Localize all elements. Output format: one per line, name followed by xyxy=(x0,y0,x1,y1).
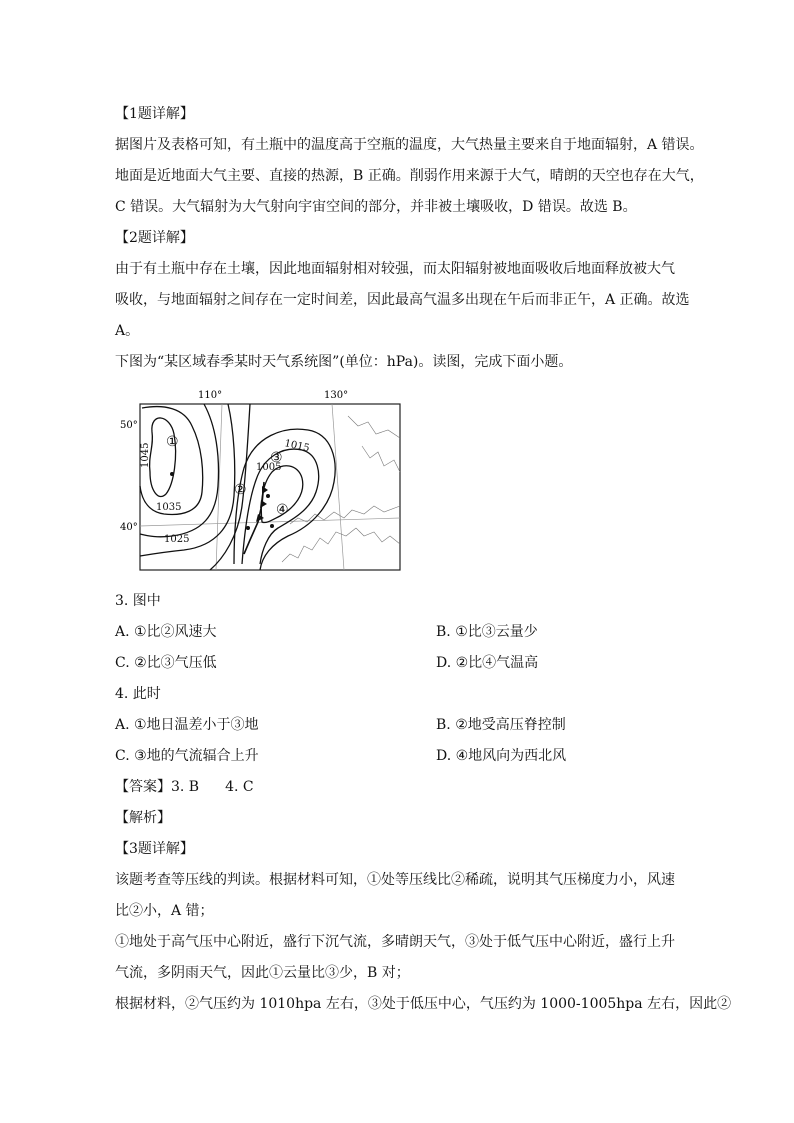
grid-lines xyxy=(140,404,400,570)
weather-system-map xyxy=(112,386,412,576)
detail3-line-5: 根据材料，②气压约为 1010hpa 左右，③处于低压中心，气压约为 1000-1005hpa 左右，因此② xyxy=(115,996,732,1012)
lat-label-40: 40° xyxy=(120,522,138,533)
lon-label-110: 110° xyxy=(198,390,223,401)
q4-option-b: B. ②地受高压脊控制 xyxy=(436,717,566,733)
answer-q4: 4. C xyxy=(225,779,254,795)
isobar-label-1025: 1025 xyxy=(164,534,190,545)
detail3-line-4: 气流，多阴雨天气，因此①云量比③少，B 对； xyxy=(115,965,410,981)
detail3-heading: 【3题详解】 xyxy=(115,841,194,857)
analysis-label: 【解析】 xyxy=(115,810,171,826)
lon-label-130: 130° xyxy=(324,390,349,401)
q4-option-d: D. ④地风向为西北风 xyxy=(436,748,567,764)
detail1-line-3: C 错误。大气辐射为大气射向宇宙空间的部分，并非被土壤吸收，D 错误。故选 B。 xyxy=(115,199,637,215)
isobar-label-1035: 1035 xyxy=(156,502,182,513)
answer-label: 【答案】 xyxy=(115,779,171,795)
detail1-line-2: 地面是近地面大气主要、直接的热源，B 正确。削弱作用来源于大气，晴朗的天空也存在大气， xyxy=(115,168,704,184)
q4-option-c: C. ③地的气流辐合上升 xyxy=(115,748,259,764)
detail1-line-1: 据图片及表格可知，有土瓶中的温度高于空瓶的温度，大气热量主要来自于地面辐射，A 错误。 xyxy=(115,137,704,153)
detail3-line-1: 该题考查等压线的判读。根据材料可知，①处等压线比②稀疏，说明其气压梯度力小，风速 xyxy=(115,872,675,888)
detail2-line-3: A。 xyxy=(115,323,140,339)
q3-option-b: B. ①比③云量少 xyxy=(436,624,538,640)
detail1-heading: 【1题详解】 xyxy=(115,106,194,122)
answer-line xyxy=(115,777,254,797)
q3-option-a: A. ①比②风速大 xyxy=(115,624,217,640)
q4-stem: 4. 此时 xyxy=(115,686,161,702)
isobar-label-1005: 1005 xyxy=(256,462,282,473)
isobar-label-1015: 1015 xyxy=(283,438,311,455)
q3-option-c: C. ②比③气压低 xyxy=(115,655,217,671)
point-label-1: ① xyxy=(166,434,179,450)
point-label-4: ④ xyxy=(276,502,289,518)
detail3-line-2: 比②小，A 错； xyxy=(115,903,214,919)
figure-intro: 下图为“某区域春季某时天气系统图”(单位：hPa)。读图，完成下面小题。 xyxy=(115,354,573,370)
q3-stem: 3. 图中 xyxy=(115,593,161,609)
q3-option-d: D. ②比④气温高 xyxy=(436,655,539,671)
detail3-line-3: ①地处于高气压中心附近，盛行下沉气流，多晴朗天气，③处于低气压中心附近，盛行上升 xyxy=(115,934,675,950)
isobar-label-1045: 1045 xyxy=(140,442,151,468)
isobar-1045 xyxy=(150,418,176,497)
isobar-1030 xyxy=(140,404,218,537)
detail2-heading: 【2题详解】 xyxy=(115,230,194,246)
q4-option-a: A. ①地日温差小于③地 xyxy=(115,717,259,733)
lat-label-50: 50° xyxy=(120,420,138,431)
detail2-line-1: 由于有土瓶中存在土壤，因此地面辐射相对较强，而太阳辐射被地面吸收后地面释放被大气 xyxy=(115,261,675,277)
map-frame xyxy=(140,404,400,570)
coastline xyxy=(282,416,400,562)
answer-q3: 3. B xyxy=(171,779,200,795)
point-label-2: ② xyxy=(234,482,247,498)
detail2-line-2: 吸收，与地面辐射之间存在一定时间差，因此最高气温多出现在午后而非正午，A 正确。故选 xyxy=(115,292,690,308)
point-label-3: ③ xyxy=(270,450,283,466)
